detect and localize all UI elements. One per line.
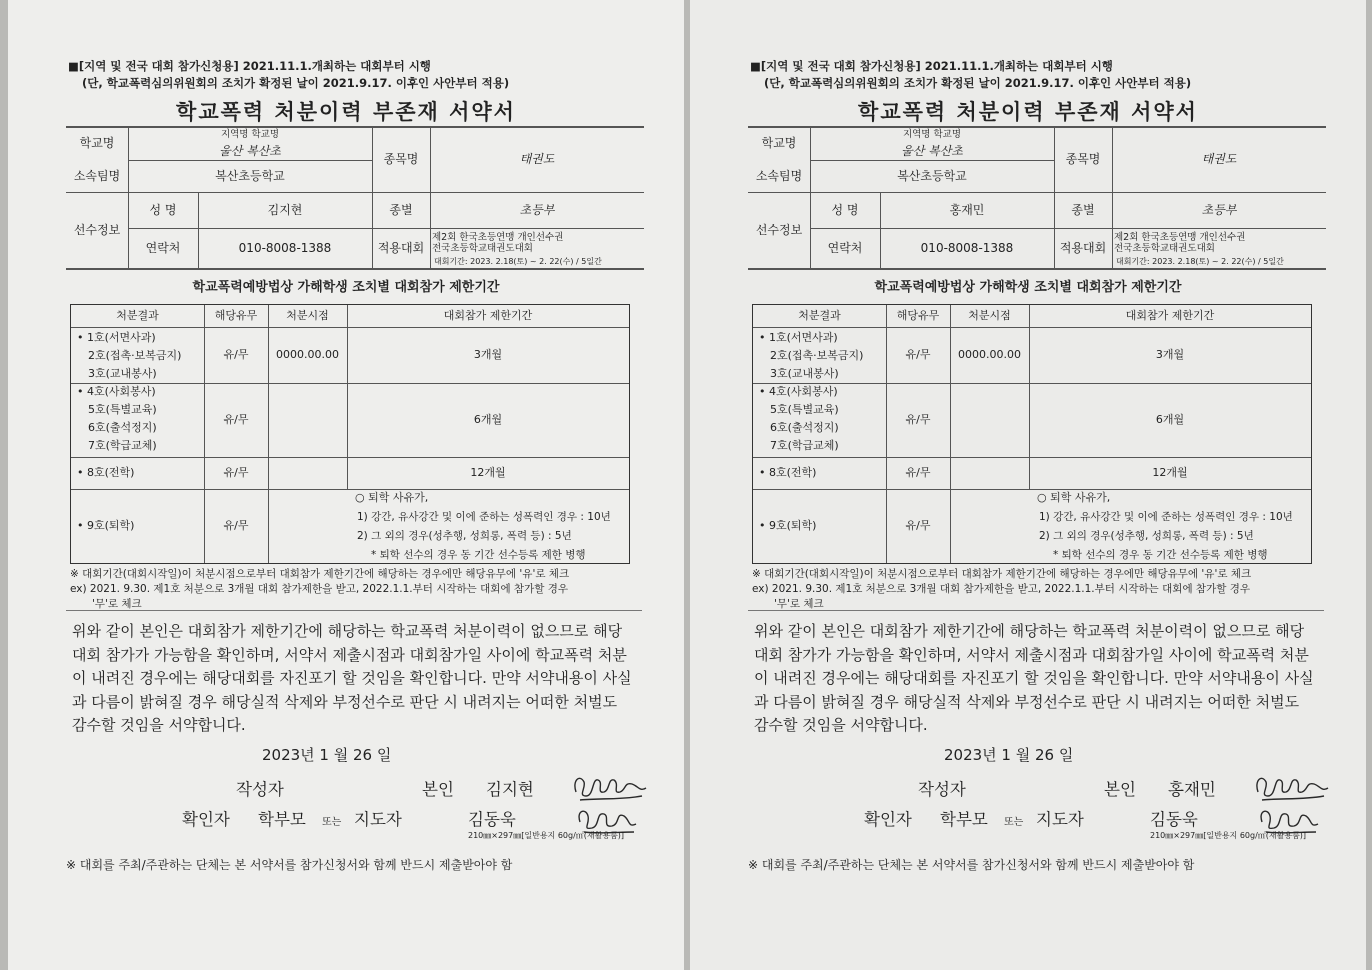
- division-label: 종별: [389, 202, 413, 217]
- section-title: 학교폭력예방법상 가해학생 조치별 대회참가 제한기간: [874, 280, 1182, 295]
- team-value: 복산초등학교: [215, 168, 285, 183]
- header-measure: 처분결과: [116, 308, 159, 322]
- measure-3: 3호(교내봉사): [770, 367, 839, 380]
- measure-9: • 9호(퇴학): [77, 518, 135, 532]
- player-info-label: 선수정보: [755, 222, 803, 237]
- competition-label: 적용대회: [1059, 240, 1107, 255]
- signer-name: 홍재민: [1168, 780, 1216, 799]
- row3-limit: 12개월: [470, 465, 506, 479]
- row1-time: 0000.00.00: [958, 347, 1021, 361]
- row2-applicable: 유/무: [905, 412, 931, 426]
- measure-5: 5호(특별교육): [770, 403, 839, 416]
- note-1: ※ 대회기간(대회시작일)이 처분시점으로부터 대회참가 제한기간에 해당하는 경우에만 해당유무에 '유'로 체크: [70, 568, 570, 580]
- form-page-left: [8, 0, 684, 970]
- measure-7: 7호(학급교체): [770, 439, 839, 452]
- header-applicable: 해당유무: [896, 308, 940, 322]
- writer-label: 작성자: [918, 780, 966, 799]
- name-value: 김지현: [267, 202, 303, 217]
- note-1: ※ 대회기간(대회시작일)이 처분시점으로부터 대회참가 제한기간에 해당하는 경우에만 해당유무에 '유'로 체크: [752, 568, 1252, 580]
- or-label: 또는: [322, 817, 342, 828]
- competition-line-1: 제2회 한국초등연맹 개인선수권: [432, 232, 564, 243]
- competition-period: 대회기간: 2023. 2.18(토) ~ 2. 22(수) / 5일간: [1116, 257, 1284, 266]
- row1-applicable: 유/무: [223, 347, 249, 361]
- event-value: 태권도: [1201, 151, 1237, 166]
- confirmer-label: 확인자: [864, 810, 912, 829]
- header-line-2: (단, 학교폭력심의위원회의 조치가 확정된 날이 2021.9.17. 이후인 사안부터 적용): [764, 76, 1192, 90]
- form-title: 학교폭력 처분이력 부존재 서약서: [176, 100, 516, 124]
- row4-limit-line-1: ○ 퇴학 사유가,: [1037, 491, 1111, 504]
- team-label: 소속팀명: [73, 168, 121, 183]
- measure-5: 5호(특별교육): [88, 403, 157, 416]
- header-time: 처분시점: [968, 308, 1011, 322]
- measures-table: [752, 304, 1312, 564]
- parent-label: 학부모: [940, 810, 988, 829]
- signer-name: 김지현: [486, 780, 534, 799]
- measure-2: 2호(접촉·보복금지): [88, 349, 182, 362]
- row3-applicable: 유/무: [223, 465, 249, 479]
- event-label: 종목명: [383, 151, 419, 166]
- confirmer-label: 확인자: [182, 810, 230, 829]
- measure-9: • 9호(퇴학): [759, 518, 817, 532]
- row3-applicable: 유/무: [905, 465, 931, 479]
- paper-spec: 210㎜×297㎜[일반용지 60g/㎡(재활용품)]: [1150, 831, 1307, 840]
- measure-1: • 1호(서면사과): [77, 331, 156, 344]
- competition-label: 적용대회: [377, 240, 425, 255]
- note-3: '무'로 체크: [92, 598, 142, 610]
- signature-mark: [570, 770, 650, 804]
- region-school-value: 울산 복산초: [901, 144, 963, 159]
- form-page-right: [690, 0, 1366, 970]
- coach-label: 지도자: [354, 810, 402, 829]
- form-title: 학교폭력 처분이력 부존재 서약서: [858, 100, 1198, 124]
- header-line-2: (단, 학교폭력심의위원회의 조치가 확정된 날이 2021.9.17. 이후인 사안부터 적용): [82, 76, 510, 90]
- row4-applicable: 유/무: [905, 518, 931, 532]
- row4-limit-line-3: 2) 그 외의 경우(성추행, 성희롱, 폭력 등) : 5년: [1039, 530, 1254, 542]
- name-label: 성 명: [149, 202, 177, 217]
- row4-limit-line-3: 2) 그 외의 경우(성추행, 성희롱, 폭력 등) : 5년: [357, 530, 572, 542]
- measure-4: • 4호(사회봉사): [77, 385, 156, 398]
- row1-limit: 3개월: [1155, 347, 1185, 361]
- note-2: ex) 2021. 9.30. 제1호 처분으로 3개월 대회 참가제한을 받고, 2022.1.1.부터 시작하는 대회에 참가할 경우: [752, 583, 1250, 595]
- measure-6: 6호(출석정지): [88, 421, 157, 434]
- header-applicable: 해당유무: [214, 308, 258, 322]
- region-school-value: 울산 복산초: [219, 144, 281, 159]
- name-value: 홍재민: [949, 202, 985, 217]
- row4-applicable: 유/무: [223, 518, 249, 532]
- measure-1: • 1호(서면사과): [759, 331, 838, 344]
- or-label: 또는: [1004, 817, 1024, 828]
- row3-limit: 12개월: [1152, 465, 1188, 479]
- row4-limit-line-2: 1) 강간, 유사강간 및 이에 준하는 성폭력인 경우 : 10년: [1039, 511, 1293, 523]
- measure-7: 7호(학급교체): [88, 439, 157, 452]
- school-name-label: 학교명: [761, 135, 797, 150]
- header-line-1: ■[지역 및 전국 대회 참가신청용] 2021.11.1.개최하는 대회부터 시행: [68, 59, 431, 73]
- contact-value: 010-8008-1388: [920, 240, 1014, 255]
- header-measure: 처분결과: [798, 308, 841, 322]
- pledge-date: 2023년 1 월 26 일: [944, 746, 1074, 764]
- row2-applicable: 유/무: [223, 412, 249, 426]
- division-value: 초등부: [1201, 202, 1237, 217]
- measure-2: 2호(접촉·보복금지): [770, 349, 864, 362]
- measure-6: 6호(출석정지): [770, 421, 839, 434]
- name-label: 성 명: [831, 202, 859, 217]
- team-label: 소속팀명: [755, 168, 803, 183]
- measures-table: [70, 304, 630, 564]
- confirmer-name: 김동욱: [1150, 810, 1198, 829]
- header-line-1: ■[지역 및 전국 대회 참가신청용] 2021.11.1.개최하는 대회부터 시행: [750, 59, 1113, 73]
- contact-label: 연락처: [145, 240, 181, 255]
- header-limit: 대회참가 제한기간: [1125, 308, 1215, 322]
- player-info-label: 선수정보: [73, 222, 121, 237]
- row4-limit-line-1: ○ 퇴학 사유가,: [355, 491, 429, 504]
- note-2: ex) 2021. 9.30. 제1호 처분으로 3개월 대회 참가제한을 받고, 2022.1.1.부터 시작하는 대회에 참가할 경우: [70, 583, 568, 595]
- coach-label: 지도자: [1036, 810, 1084, 829]
- region-school-label: 지역명 학교명: [902, 129, 962, 141]
- measure-8: • 8호(전학): [759, 465, 817, 479]
- row2-limit: 6개월: [1155, 412, 1185, 426]
- row1-time: 0000.00.00: [276, 347, 339, 361]
- writer-label: 작성자: [236, 780, 284, 799]
- measure-3: 3호(교내봉사): [88, 367, 157, 380]
- row4-limit-line-2: 1) 강간, 유사강간 및 이에 준하는 성폭력인 경우 : 10년: [357, 511, 611, 523]
- row1-limit: 3개월: [473, 347, 503, 361]
- row4-limit-line-4: * 퇴학 선수의 경우 동 기간 선수등록 제한 병행: [1053, 549, 1268, 561]
- self-label: 본인: [422, 780, 454, 799]
- pledge-date: 2023년 1 월 26 일: [262, 746, 392, 764]
- region-school-label: 지역명 학교명: [220, 129, 280, 141]
- paper-spec: 210㎜×297㎜[일반용지 60g/㎡(재활용품)]: [468, 831, 625, 840]
- event-value: 태권도: [519, 151, 555, 166]
- team-value: 복산초등학교: [897, 168, 967, 183]
- contact-value: 010-8008-1388: [238, 240, 332, 255]
- footer-note: ※ 대회를 주최/주관하는 단체는 본 서약서를 참가신청서와 함께 반드시 제출받아야 함: [66, 858, 513, 872]
- division-label: 종별: [1071, 202, 1095, 217]
- parent-label: 학부모: [258, 810, 306, 829]
- contact-label: 연락처: [827, 240, 863, 255]
- row2-limit: 6개월: [473, 412, 503, 426]
- pledge-body: 위와 같이 본인은 대회참가 제한기간에 해당하는 학교폭력 처분이력이 없으므로 해당 대회 참가가 가능함을 확인하며, 서약서 제출시점과 대회참가일 사이에 학교폭력 처분이 내려진 경우에는 해당대회를 자진포기 할 것임을 확인합니다. 만약 서약내용이 사실과 다름이 밝혀질 경우 해당실적 삭제와 부정선수로 판단 시 내려지는 어떠한 처벌도 감수할 것임을 서약합니다.: [754, 622, 1314, 734]
- competition-line-1: 제2회 한국초등연맹 개인선수권: [1114, 232, 1246, 243]
- school-name-label: 학교명: [79, 135, 115, 150]
- pledge-body: 위와 같이 본인은 대회참가 제한기간에 해당하는 학교폭력 처분이력이 없으므로 해당 대회 참가가 가능함을 확인하며, 서약서 제출시점과 대회참가일 사이에 학교폭력 처분이 내려진 경우에는 해당대회를 자진포기 할 것임을 확인합니다. 만약 서약내용이 사실과 다름이 밝혀질 경우 해당실적 삭제와 부정선수로 판단 시 내려지는 어떠한 처벌도 감수할 것임을 서약합니다.: [72, 622, 632, 734]
- row1-applicable: 유/무: [905, 347, 931, 361]
- competition-period: 대회기간: 2023. 2.18(토) ~ 2. 22(수) / 5일간: [434, 257, 602, 266]
- competition-line-2: 전국초등학교태권도대회: [432, 243, 533, 254]
- self-label: 본인: [1104, 780, 1136, 799]
- note-3: '무'로 체크: [774, 598, 824, 610]
- confirmer-name: 김동욱: [468, 810, 516, 829]
- measure-4: • 4호(사회봉사): [759, 385, 838, 398]
- header-time: 처분시점: [286, 308, 329, 322]
- event-label: 종목명: [1065, 151, 1101, 166]
- footer-note: ※ 대회를 주최/주관하는 단체는 본 서약서를 참가신청서와 함께 반드시 제출받아야 함: [748, 858, 1195, 872]
- row4-limit-line-4: * 퇴학 선수의 경우 동 기간 선수등록 제한 병행: [371, 549, 586, 561]
- section-title: 학교폭력예방법상 가해학생 조치별 대회참가 제한기간: [192, 280, 500, 295]
- division-value: 초등부: [519, 202, 555, 217]
- signature-mark: [1252, 770, 1332, 804]
- header-limit: 대회참가 제한기간: [443, 308, 533, 322]
- measure-8: • 8호(전학): [77, 465, 135, 479]
- competition-line-2: 전국초등학교태권도대회: [1114, 243, 1215, 254]
